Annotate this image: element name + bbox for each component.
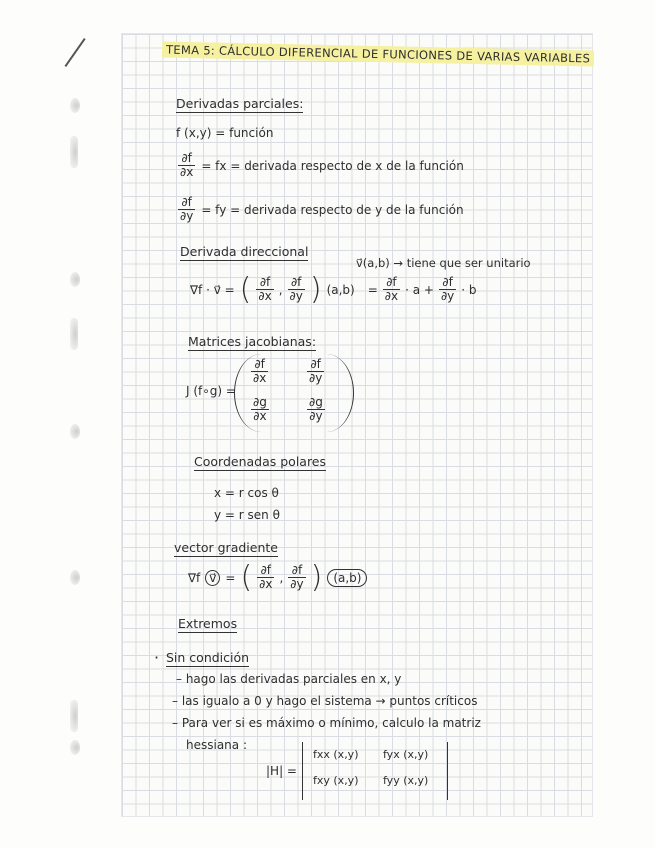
partial-x-text: = fx = derivada respecto de x de la función	[201, 158, 464, 173]
numerator: ∂g	[309, 395, 323, 409]
hessian-determinant	[302, 742, 448, 800]
equals: =	[367, 282, 378, 297]
numerator: ∂f	[288, 564, 305, 578]
numerator: ∂f	[256, 276, 273, 290]
step-line: – las igualo a 0 y hago el sistema → puntos críticos	[172, 694, 478, 708]
matrix-cell	[307, 396, 325, 423]
paren-left: (	[240, 560, 253, 595]
point-ab-circled: (a,b)	[327, 569, 367, 587]
matrix-cell	[251, 396, 269, 423]
nabla-dot-v: ∇f · v⃗ =	[190, 282, 235, 297]
hessian-label: hessiana :	[186, 738, 247, 752]
denominator: ∂x	[253, 409, 267, 423]
paren-left: (	[239, 272, 252, 307]
directional-derivative-heading: Derivada direccional	[180, 244, 309, 259]
numerator: ∂f	[307, 358, 324, 372]
denominator: ∂y	[290, 577, 304, 591]
directional-formula	[190, 272, 477, 307]
paren-right: )	[309, 272, 322, 307]
vector-v-circled: v⃗	[205, 570, 220, 586]
fraction	[383, 276, 400, 303]
matrix-cell	[251, 358, 268, 385]
times-a: · a +	[405, 282, 434, 297]
numerator: ∂f	[178, 152, 195, 166]
fraction	[256, 276, 273, 303]
fraction	[288, 564, 305, 591]
fraction	[178, 196, 195, 223]
hessian-cell: fxy (x,y)	[313, 774, 359, 787]
fraction	[288, 276, 305, 303]
function-definition: f (x,y) = función	[176, 126, 274, 140]
denominator: ∂x	[384, 289, 399, 303]
step-line: – hago las derivadas parciales en x, y	[176, 672, 402, 686]
fraction	[178, 152, 195, 179]
partial-y-text: = fy = derivada respecto de y de la función	[201, 202, 464, 217]
bullet: ·	[154, 648, 160, 667]
denominator: ∂y	[440, 289, 455, 303]
no-condition-subheading: Sin condición	[166, 650, 250, 665]
denominator: ∂x	[253, 371, 267, 385]
numerator: ∂f	[383, 276, 400, 290]
hessian-lhs: |H| =	[266, 764, 297, 778]
hessian-cell: fxx (x,y)	[313, 748, 359, 761]
point-ab: (a,b)	[326, 282, 355, 297]
matrix-cell	[307, 358, 324, 385]
hessian-cell: fyx (x,y)	[383, 748, 429, 761]
page-title: TEMA 5: CÁLCULO DIFERENCIAL DE FUNCIONES DE VARIAS VARIABLES	[162, 41, 594, 66]
jacobian-heading: Matrices jacobianas:	[188, 334, 317, 349]
gradient-formula	[188, 560, 367, 595]
unit-vector-note: v⃗(a,b) → tiene que ser unitario	[356, 256, 531, 270]
extremes-heading: Extremos	[178, 616, 238, 631]
hessian-cell: fyy (x,y)	[383, 774, 429, 787]
comma: ,	[278, 282, 283, 297]
binder-hole	[70, 318, 78, 350]
partial-x-line	[178, 152, 464, 179]
polar-y: y = r sen θ	[214, 508, 280, 522]
denominator: ∂x	[180, 165, 194, 179]
denominator: ∂y	[309, 409, 323, 423]
times-b: · b	[461, 282, 477, 297]
comma: ,	[279, 570, 284, 585]
denominator: ∂x	[259, 577, 273, 591]
numerator: ∂f	[251, 358, 268, 372]
fraction	[257, 564, 274, 591]
nabla-f: ∇f	[188, 570, 201, 585]
denominator: ∂x	[258, 289, 272, 303]
numerator: ∂g	[253, 395, 267, 409]
binder-hole	[70, 700, 78, 732]
binder-hole	[70, 272, 80, 287]
binder-hole	[70, 570, 80, 585]
numerator: ∂f	[288, 276, 305, 290]
denominator: ∂y	[180, 209, 194, 223]
denominator: ∂y	[289, 289, 303, 303]
equals: =	[225, 570, 236, 585]
paren-right: )	[310, 560, 323, 595]
partial-y-line	[178, 196, 464, 223]
binder-hole	[70, 424, 80, 439]
binder-hole	[70, 98, 80, 113]
jacobian-matrix	[234, 354, 354, 432]
numerator: ∂f	[178, 196, 195, 210]
jacobian-lhs: J (f∘g) =	[186, 384, 236, 398]
pencil-stroke	[64, 38, 85, 67]
polar-x: x = r cos θ	[214, 486, 279, 500]
fraction	[439, 276, 456, 303]
binder-hole	[70, 740, 80, 755]
polar-heading: Coordenadas polares	[194, 454, 327, 469]
numerator: ∂f	[439, 276, 456, 290]
gradient-heading: vector gradiente	[174, 540, 278, 555]
step-line: – Para ver si es máximo o mínimo, calculo la matriz	[172, 716, 481, 730]
partial-derivatives-heading: Derivadas parciales:	[176, 96, 304, 111]
binder-hole	[70, 136, 78, 168]
denominator: ∂y	[309, 371, 323, 385]
numerator: ∂f	[257, 564, 274, 578]
